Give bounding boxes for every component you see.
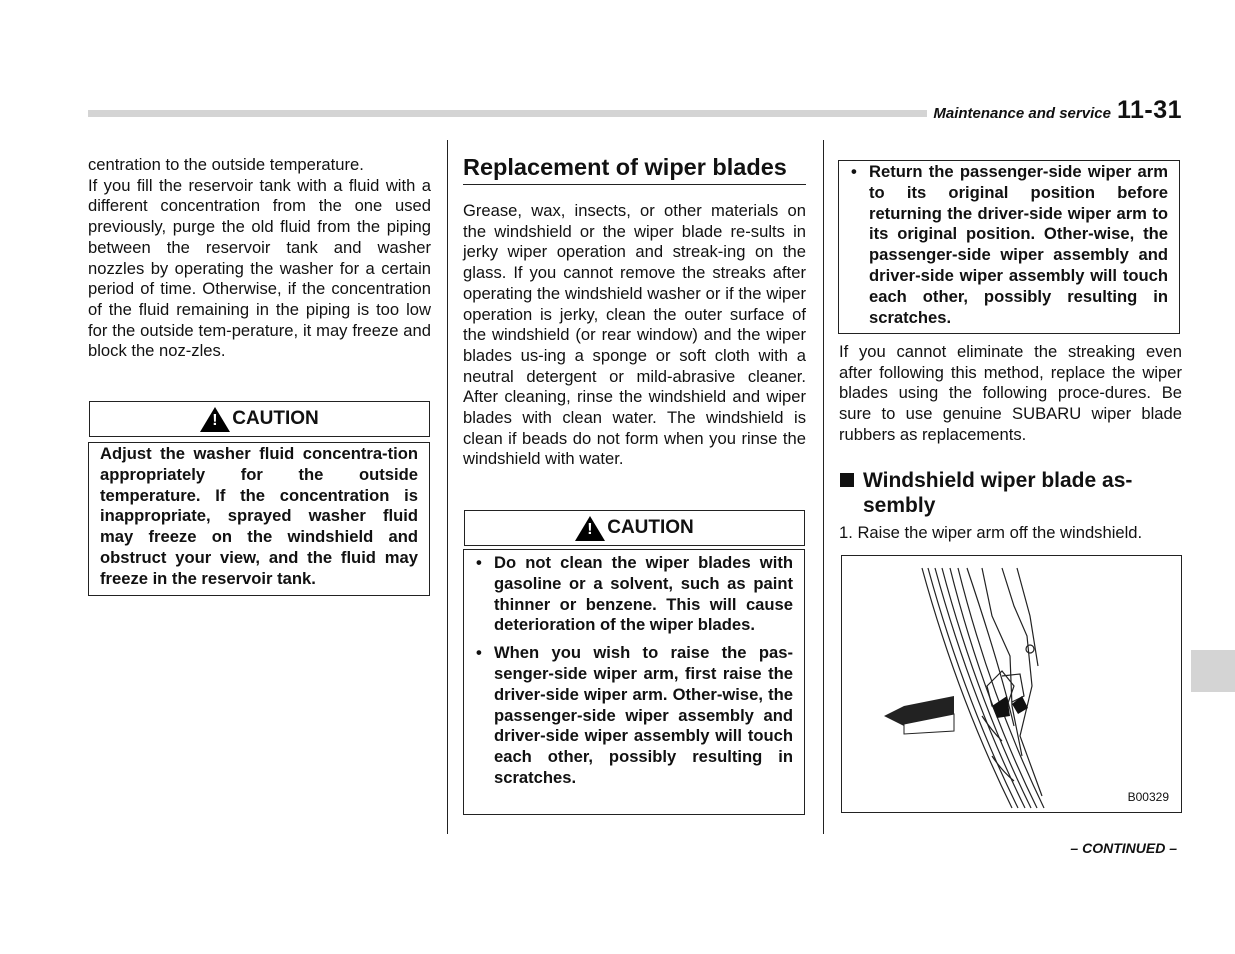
section-heading: Replacement of wiper blades [463, 152, 806, 185]
subsection-heading: Windshield wiper blade as-sembly [839, 468, 1182, 518]
warning-triangle-icon: ! [200, 407, 230, 432]
paragraph: Grease, wax, insects, or other materials on the windshield or the wiper blade re-sults in jerky wiper operation and streak-ing on the glass. If you cannot remove the streaks after operating the windshield washer or if the wiper operation is jerky, clean the outer surface of the windshield (or rear window) and the wiper blades us-ing a sponge or soft cloth with a neutral detergent or mild-abrasive cleaner. After cleaning, rinse the windshield and wiper blades with clean water. The windshield is clean if beads do not form when you rinse the windshield with water. [463, 201, 806, 469]
caution-bullet: • When you wish to raise the pas-senger-side wiper arm, first raise the driver-side wiper arm. Other-wise, the passenger-side wiper assembly and driver-side wiper assembly will touch each other, possibly resulting in scratches. [476, 643, 793, 787]
caution-header [464, 510, 805, 546]
page-header [927, 96, 1182, 124]
right-column [839, 342, 1182, 446]
paragraph: If you fill the reservoir tank with a fluid with a different concentration from the one used previously, purge the old fluid from the piping between the reservoir tank and washer nozzles by operating the washer for a certain period of time. Otherwise, if the concentration of the fluid remaining in the piping is too low for the outside tem-perature, it may freeze and block the noz-zles. [88, 175, 431, 361]
caution-label: CAUTION [232, 408, 319, 429]
caution-bullet: • Do not clean the wiper blades with gasoline or a solvent, such as paint thinner or benzene. This will cause deterioration of the wiper blades. [476, 553, 793, 635]
wiper-illustration [842, 556, 1181, 812]
warning-triangle-icon: ! [575, 516, 605, 541]
bullet-icon: • [476, 643, 482, 663]
left-column [88, 155, 431, 362]
figure-code: B00329 [1127, 790, 1169, 804]
caution-box-continued [838, 160, 1180, 334]
bullet-icon: • [476, 553, 482, 572]
square-bullet-icon [840, 473, 854, 487]
caution-text: Adjust the washer fluid concentra-tion appropriately for the outside temperature. If the concentration is inappropriate, sprayed washer fluid may freeze on the windshield and obstruct your view, and the fluid may freeze in the reservoir tank. [100, 444, 418, 588]
column-divider [447, 140, 448, 834]
section-title: Maintenance and service [933, 105, 1111, 122]
page-number: 11-31 [1116, 96, 1182, 124]
caution-box [88, 442, 430, 596]
wiper-arm-figure [841, 555, 1182, 813]
caution-header [89, 401, 430, 437]
chapter-tab [1191, 650, 1235, 692]
paragraph: If you cannot eliminate the streaking even after following this method, replace the wiper blades using the following proce-dures. Be sure to use genuine SUBARU wiper blade rubbers as replacements. [839, 342, 1182, 444]
middle-column [463, 201, 806, 470]
caution-label: CAUTION [607, 517, 694, 538]
bullet-icon: • [851, 162, 857, 181]
caution-box [463, 549, 805, 815]
continued-label: – CONTINUED – [1070, 840, 1177, 856]
column-divider [823, 140, 824, 834]
caution-bullet: • Return the passenger-side wiper arm to its original position before returning the driver-side wiper arm to its original position. Other-wise, the passenger-side wiper assembly and driver-side wiper assembly will touch each other, possibly resulting in scratches. [851, 162, 1168, 327]
paragraph: centration to the outside temperature. [88, 155, 364, 174]
step-1: 1. Raise the wiper arm off the windshield. [839, 523, 1143, 542]
